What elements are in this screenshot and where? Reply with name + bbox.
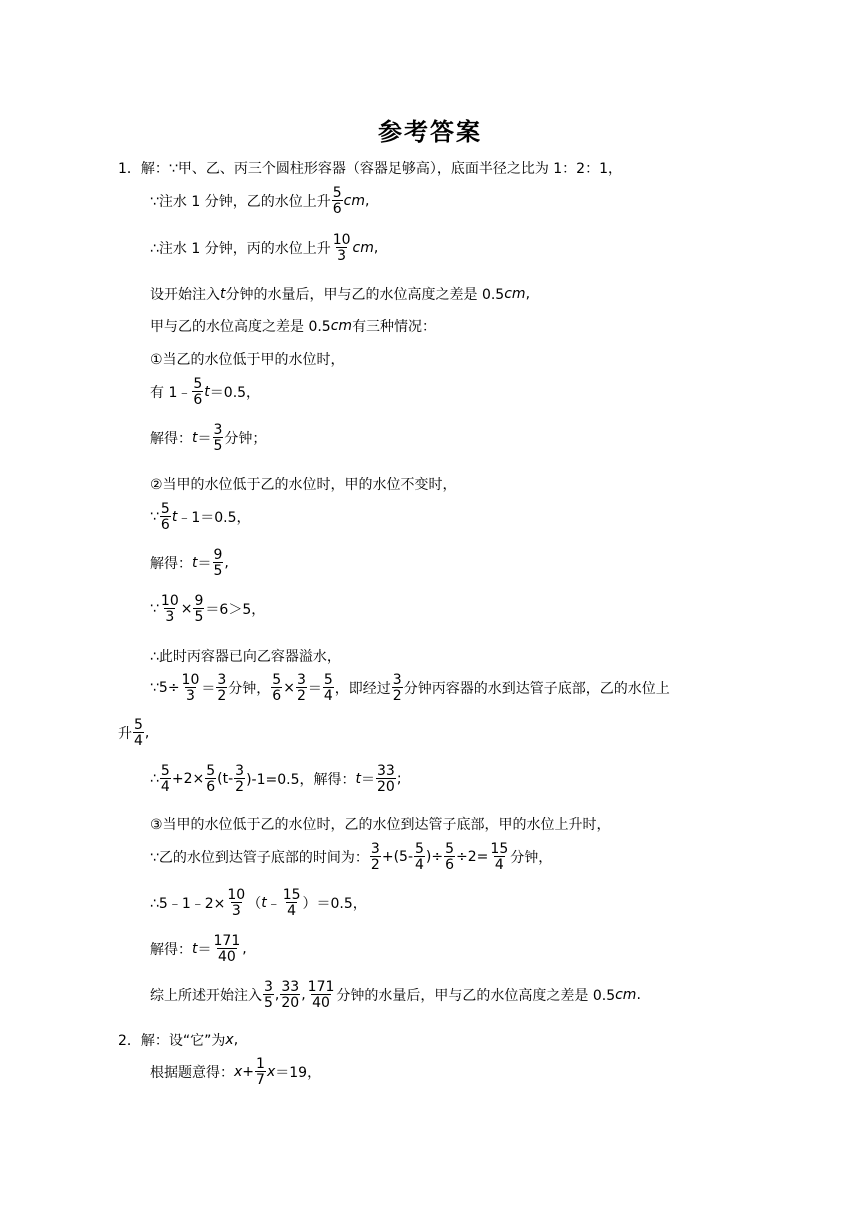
fraction: $\frac{5}{6}$ xyxy=(332,185,342,217)
fraction: $\frac{5}{4}$ xyxy=(323,672,333,704)
fraction: $\frac{5}{6}$ xyxy=(206,763,216,795)
fraction: $\frac{5}{4}$ xyxy=(415,841,424,873)
q1-line-11: 解得： t ＝ $\frac{9}{5}$ , xyxy=(150,547,229,579)
q1-line-14: ∵5÷ $\frac{10}{3}$ ＝ $\frac{3}{2}$ 分钟， $\frac{5}{6}$ × $\frac{3}{2}$ ＝ $\frac{5}{4}$ ，即经过 $\frac{3}{2}$ 分钟丙容器的水到达管子底部，乙的水位上 xyxy=(150,672,670,704)
q1-line-16: ∴ $\frac{5}{4}$ +2× $\frac{5}{6}$ (t- $\frac{3}{2}$ )-1=0.5，解得： t ＝ $\frac{33}{20}$ ; xyxy=(150,763,402,795)
fraction: $\frac{5}{6}$ xyxy=(160,501,170,533)
q1-line-4: 设开始注入 t 分钟的水量后，甲与乙的水位高度之差是 0.5 cm , xyxy=(150,286,531,303)
fraction: $\frac{10}{3}$ xyxy=(227,887,246,919)
q1-line-12: ∵ $\frac{10}{3}$ × $\frac{9}{5}$ ＝6＞5， xyxy=(150,593,266,625)
fraction: $\frac{10}{3}$ xyxy=(181,672,200,704)
q1-line-20: 解得： t ＝ $\frac{171}{40}$ , xyxy=(150,933,247,965)
q1-line-6: ①当乙的水位低于甲的水位时， xyxy=(150,352,345,368)
fraction: $\frac{171}{40}$ xyxy=(307,979,335,1011)
q1-line-15: 升 $\frac{5}{4}$ , xyxy=(118,717,150,749)
q1-line-13: ∴此时丙容器已向乙容器溢水， xyxy=(150,649,341,665)
q1-line-2: ∵注水 1 分钟，乙的水位上升 $\frac{5}{6}$ cm , xyxy=(150,185,370,217)
q1-line-3: ∴注水 1 分钟，丙的水位上升 $\frac{10}{3}$ cm , xyxy=(150,232,379,264)
fraction: $\frac{5}{4}$ xyxy=(134,717,143,749)
fraction: $\frac{3}{2}$ xyxy=(370,841,380,873)
fraction: $\frac{1}{7}$ xyxy=(256,1056,265,1088)
q1-line-5: 甲与乙的水位高度之差是 0.5 cm 有三种情况： xyxy=(150,318,437,335)
fraction: $\frac{171}{40}$ xyxy=(213,933,241,965)
fraction: $\frac{3}{2}$ xyxy=(235,763,245,795)
fraction: $\frac{10}{3}$ xyxy=(332,232,351,264)
q2-line-1: 2．解：设“它”为 x , xyxy=(118,1032,239,1049)
q1-line-7: 有 1﹣ $\frac{5}{6}$ t ＝0.5， xyxy=(150,376,261,408)
fraction: $\frac{3}{5}$ xyxy=(264,979,273,1011)
fraction: $\frac{3}{5}$ xyxy=(213,422,223,454)
q1-line-1: 1．解：∵甲、乙、丙三个圆柱形容器（容器足够高），底面半径之比为 1：2：1， xyxy=(118,161,622,177)
fraction: $\frac{3}{2}$ xyxy=(392,672,402,704)
fraction: $\frac{33}{20}$ xyxy=(377,763,395,795)
q1-line-10: ∵ $\frac{5}{6}$ t ﹣1＝0.5， xyxy=(150,501,251,533)
q1-line-9: ②当甲的水位低于乙的水位时，甲的水位不变时， xyxy=(150,477,457,493)
fraction: $\frac{5}{6}$ xyxy=(445,841,455,873)
fraction: $\frac{15}{4}$ xyxy=(490,841,509,873)
fraction: $\frac{9}{5}$ xyxy=(194,593,204,625)
q1-line-17: ③当甲的水位低于乙的水位时，乙的水位到达管子底部，甲的水位上升时， xyxy=(150,817,611,833)
fraction: $\frac{5}{6}$ xyxy=(193,376,203,408)
page-title: 参考答案 xyxy=(378,118,482,146)
fraction: $\frac{10}{3}$ xyxy=(160,593,179,625)
fraction: $\frac{3}{2}$ xyxy=(296,672,306,704)
q1-line-18: ∵乙的水位到达管子底部的时间为： $\frac{3}{2}$ +(5- $\frac{5}{4}$ )÷ $\frac{5}{6}$ ÷2= $\frac{15}{4}$ 分钟， xyxy=(150,841,553,873)
fraction: $\frac{5}{4}$ xyxy=(160,763,170,795)
fraction: $\frac{9}{5}$ xyxy=(213,547,223,579)
q1-line-8: 解得： t ＝ $\frac{3}{5}$ 分钟； xyxy=(150,422,267,454)
fraction: $\frac{5}{6}$ xyxy=(272,672,282,704)
q1-line-21: 综上所述开始注入 $\frac{3}{5}$ , $\frac{33}{20}$ , $\frac{171}{40}$ 分钟的水量后，甲与乙的水位高度之差是 0.5 cm . xyxy=(150,979,641,1011)
q1-line-19: ∴5﹣1﹣2× $\frac{10}{3}$ （ t ﹣ $\frac{15}{4}$ ）＝0.5， xyxy=(150,887,367,919)
fraction: $\frac{33}{20}$ xyxy=(281,979,300,1011)
q2-line-2: 根据题意得： x + $\frac{1}{7}$ x ＝19， xyxy=(150,1056,322,1088)
fraction: $\frac{3}{2}$ xyxy=(217,672,227,704)
fraction: $\frac{15}{4}$ xyxy=(282,887,301,919)
